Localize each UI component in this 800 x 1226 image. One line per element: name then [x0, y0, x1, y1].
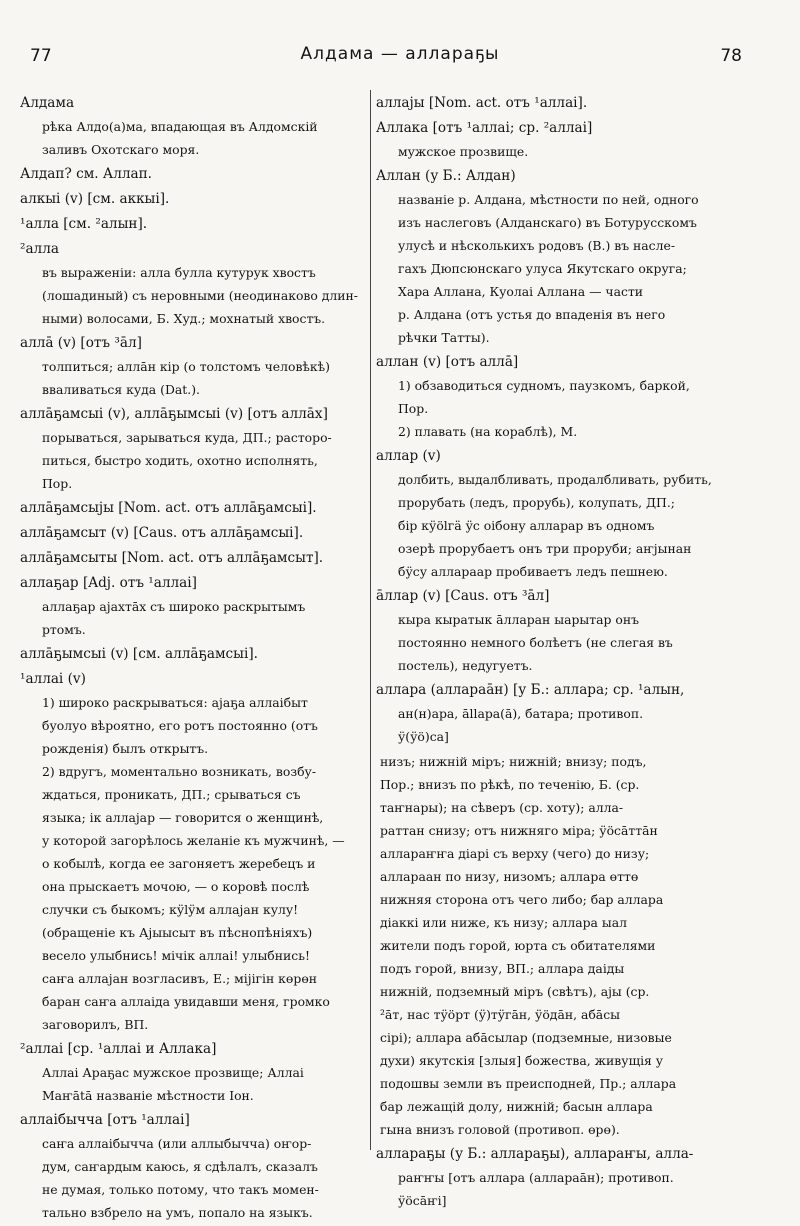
column-divider — [370, 90, 371, 1150]
entry-headword: Аллан (у Б.: Алдан) — [376, 168, 516, 184]
entry-definition-line: духи) якутскія [злыя] божества, живущія у — [380, 1053, 664, 1068]
entry-definition-line: случки съ быкомъ; кӱlӱм аллаjан кулу! — [42, 902, 299, 917]
dictionary-entry — [20, 238, 368, 330]
entry-definition-line: тально взбрело на умъ, попало на языкъ. — [42, 1205, 313, 1220]
left-column — [20, 92, 368, 1226]
entry-definition-line: гына внизъ головой (противоп. өрө). — [380, 1122, 620, 1137]
dictionary-entry — [20, 547, 368, 570]
entry-definition-line: названіе р. Алдана, мѣстности по ней, одного — [398, 192, 699, 207]
entry-definition-line: нижній, подземный міръ (свѣтъ), аjы (ср. — [380, 984, 650, 999]
entry-definition-line: біp кӱölгӓ ӱс оібону алларар въ одномъ — [398, 518, 655, 533]
entry-headword: аллāҕамсыі (v), аллāҕымсыі (v) [отъ аллāх] — [20, 406, 328, 422]
entry-definition-line: 1) обзаводиться судномъ, паузкомъ, баркой, — [398, 378, 690, 393]
dictionary-entry — [20, 572, 368, 641]
entry-definition-line: ӱöсāҥi] — [398, 1193, 447, 1208]
entry-headword: аллараҕы (у Б.: аллараҕы), аллараҥы, алла- — [376, 1146, 694, 1162]
dictionary-entry — [20, 403, 368, 495]
dictionary-entry — [376, 165, 778, 349]
entry-definition-line: мужское прозвище. — [398, 144, 529, 159]
dictionary-entry — [20, 668, 368, 1036]
entry-definition-line: изъ наслеговъ (Алданскаго) въ Ботурусскомъ — [398, 215, 697, 230]
entry-headword: аллаҕар [Adj. отъ ¹аллаі] — [20, 575, 197, 591]
entry-definition-line: подъ горой, внизу, ВП.; аллара даіды — [380, 961, 625, 976]
right-column — [376, 92, 778, 1214]
entry-definition-line: Пор. — [42, 476, 73, 491]
entry-definition-line: р. Алдана (отъ устья до впаденія въ него — [398, 307, 666, 322]
entry-definition-line: ными) волосами, Б. Худ.; мохнатый хвостъ. — [42, 311, 326, 326]
dictionary-entry — [20, 188, 368, 211]
entry-definition-line: вваливаться куда (Dat.). — [42, 382, 200, 397]
entry-headword: ²алла — [20, 241, 59, 257]
entry-definition-line: Хара Аллана, Куолаі Аллана — части — [398, 284, 644, 299]
entry-definition-line: саҥа аллаjан возгласивъ, Е.; міjігін көрөн — [42, 971, 318, 986]
entry-definition-line: о кобылѣ, когда ее загоняетъ жеребецъ и — [42, 856, 316, 871]
entry-definition-line: Маҥātā названіе мѣстности Іон. — [42, 1088, 254, 1103]
entry-headword: Аллака [отъ ¹аллаі; ср. ²аллаі] — [376, 120, 593, 136]
entry-definition-line: низъ; нижній міръ; нижній; внизу; подъ, — [380, 754, 647, 769]
dictionary-entry — [376, 1143, 778, 1212]
entry-definition-line: порываться, зарываться куда, ДП.; расторо- — [42, 430, 332, 445]
entry-definition-line: раҥҥы [отъ аллара (аллараāн); противоп. — [398, 1170, 674, 1185]
entry-definition-line: рожденія) былъ открытъ. — [42, 741, 209, 756]
entry-headword: аллāҕамсыjы [Nom. act. отъ аллāҕамсыі]. — [20, 500, 317, 516]
entry-headword: алкыі (v) [см. аккыі]. — [20, 191, 170, 207]
running-title: Алдама — аллараҕы — [300, 44, 500, 64]
entry-definition-line: кыра кыратык āлларан ыарытар онъ — [398, 612, 639, 627]
right-page-number: 78 — [720, 46, 742, 66]
entry-headword: аллаjы [Nom. act. отъ ¹аллаі]. — [376, 95, 588, 111]
entry-headword: аллāҕамсыт (v) [Caus. отъ аллāҕамсыі]. — [20, 525, 304, 541]
entry-definition-line: дум, саҥардым каюсь, я сдѣлалъ, сказалъ — [42, 1159, 318, 1174]
dictionary-entry — [376, 750, 778, 1141]
entry-definition-line: въ выраженіи: алла булла кутурук хвостъ — [42, 265, 316, 280]
entry-definition-line: долбить, выдалбливать, продалбливать, рубить, — [398, 472, 712, 487]
entry-headword: аллан (v) [отъ аллā] — [376, 354, 519, 370]
dictionary-entry — [376, 585, 778, 677]
entry-definition-line: (лошадиный) съ неровными (неодинаково длин- — [42, 288, 358, 303]
entry-headword: аллā (v) [отъ ³āл] — [20, 335, 142, 351]
dictionary-entry — [20, 92, 368, 161]
entry-definition-line: сірі); аллара абāсылар (подземные, низовые — [380, 1030, 672, 1045]
dictionary-entry — [20, 332, 368, 401]
entry-definition-line: раттан снизу; отъ нижняго міра; ӱöсāттāн — [380, 823, 658, 838]
dictionary-entry — [20, 163, 368, 186]
entry-definition-line: аллаҕар аjахтāх съ широко раскрытымъ — [42, 599, 306, 614]
entry-definition-line: бӱсу аллараар пробиваетъ ледъ пешнею. — [398, 564, 668, 579]
entry-definition-line: ²āт, нас тӱöрт (ӱ)тӱгāн, ӱöдāн, абāсы — [380, 1007, 620, 1022]
entry-headword: ²аллаі [ср. ¹аллаі и Аллака] — [20, 1041, 217, 1057]
entry-headword: āллар (v) [Caus. отъ ³āл] — [376, 588, 550, 604]
dictionary-entry — [376, 117, 778, 163]
dictionary-entry — [376, 445, 778, 583]
entry-headword: Алдама — [20, 95, 75, 111]
entry-definition-line: Пор.; внизъ по рѣкѣ, по теченію, Б. (ср. — [380, 777, 640, 792]
dictionary-entry — [20, 497, 368, 520]
entry-definition-line: постоянно немного болѣетъ (не слегая въ — [398, 635, 673, 650]
left-page-number: 77 — [30, 46, 52, 66]
entry-definition-line: она прыскаетъ мочою, — о коровѣ послѣ — [42, 879, 310, 894]
entry-definition-line: питься, быстро ходить, охотно исполнять, — [42, 453, 318, 468]
entry-definition-line: рѣчки Татты). — [398, 330, 490, 345]
entry-definition-line: буолуо вѣроятно, его ротъ постоянно (отъ — [42, 718, 318, 733]
entry-headword: аллара (аллараāн) [у Б.: аллара; ср. ¹алын, — [376, 682, 685, 698]
entry-definition-line: 1) широко раскрываться: аjаҕа аллаібыт — [42, 695, 308, 710]
entry-definition-line: 2) вдругъ, моментально возникать, возбу- — [42, 764, 317, 779]
dictionary-entry — [376, 92, 778, 115]
entry-definition-line: бар лежащій долу, нижній; басын аллара — [380, 1099, 653, 1114]
entry-definition-line: діаккі или ниже, къ низу; аллара ыал — [380, 915, 627, 930]
dictionary-entry — [376, 351, 778, 443]
entry-definition-line: прорубать (ледъ, прорубь), колупать, ДП.; — [398, 495, 675, 510]
page-header — [0, 0, 800, 70]
entry-definition-line: баран саҥа аллаіда увидавши меня, громко — [42, 994, 330, 1009]
entry-definition-line: жители подъ горой, юрта съ обитателями — [380, 938, 656, 953]
entry-definition-line: Аллаі Араҕас мужское прозвище; Аллаі — [42, 1065, 304, 1080]
entry-definition-line: ӱ(ӱö)ca] — [398, 729, 449, 744]
entry-definition-line: Пор. — [398, 401, 429, 416]
entry-definition-line: (обращеніе къ Аjыысыт въ пѣснопѣніяхъ) — [42, 925, 313, 940]
entry-definition-line: таҥнары); на сѣверъ (ср. хоту); алла- — [380, 800, 624, 815]
dictionary-entry — [20, 522, 368, 545]
dictionary-entry — [20, 643, 368, 666]
entry-definition-line: улусѣ и нѣсколькихъ родовъ (В.) въ насле- — [398, 238, 676, 253]
dictionary-entry — [20, 1038, 368, 1107]
entry-definition-line: саҥа аллаібычча (или аллыбычча) оҥор- — [42, 1136, 312, 1151]
entry-definition-line: заливъ Охотскаго моря. — [42, 142, 200, 157]
entry-definition-line: гахъ Дюпсюнскаго улуса Якутскаго округа; — [398, 261, 687, 276]
entry-headword: Алдап? см. Аллап. — [20, 166, 152, 182]
entry-definition-line: весело улыбнись! мічік аллаі! улыбнись! — [42, 948, 310, 963]
entry-definition-line: нижняя сторона отъ чего либо; бар аллара — [380, 892, 664, 907]
dictionary-entry — [20, 213, 368, 236]
entry-headword: ¹алла [см. ²алын]. — [20, 216, 148, 232]
entry-headword: аллāҕамсыты [Nom. act. отъ аллāҕамсыт]. — [20, 550, 324, 566]
entry-definition-line: не думая, только потому, что такъ момен- — [42, 1182, 319, 1197]
dictionary-entry — [376, 679, 778, 748]
entry-headword: аллаібычча [отъ ¹аллаі] — [20, 1112, 190, 1128]
entry-definition-line: у которой загорѣлось желаніе къ мужчинѣ, — — [42, 833, 345, 848]
entry-definition-line: языка; ік аллаjар — говорится о женщинѣ, — [42, 810, 324, 825]
entry-definition-line: толпиться; аллāн кір (о толстомъ человѣкѣ) — [42, 359, 330, 374]
entry-headword: ¹аллаі (v) — [20, 671, 86, 687]
entry-definition-line: аллараан по низу, низомъ; аллара өттө — [380, 869, 639, 884]
entry-definition-line: подошвы земли въ преисподней, Пр.; аллара — [380, 1076, 677, 1091]
entry-definition-line: 2) плавать (на кораблѣ), М. — [398, 424, 578, 439]
entry-definition-line: постель), недугуетъ. — [398, 658, 533, 673]
entry-definition-line: ртомъ. — [42, 622, 86, 637]
entry-headword: аллāҕымсыі (v) [см. аллāҕамсыі]. — [20, 646, 258, 662]
dictionary-entry — [20, 1109, 368, 1224]
entry-definition-line: ан(н)ара, āllара(ā), батара; противоп. — [398, 706, 644, 721]
entry-definition-line: ждаться, проникать, ДП.; срываться съ — [42, 787, 301, 802]
entry-definition-line: озерѣ прорубаетъ онъ три проруби; аҥjынан — [398, 541, 692, 556]
entry-definition-line: рѣка Алдо(а)ма, впадающая въ Алдомскій — [42, 119, 318, 134]
entry-headword: аллар (v) — [376, 448, 441, 464]
entry-definition-line: заговорилъ, ВП. — [42, 1017, 149, 1032]
entry-definition-line: аллараҥҥа діарі съ верху (чего) до низу; — [380, 846, 650, 861]
